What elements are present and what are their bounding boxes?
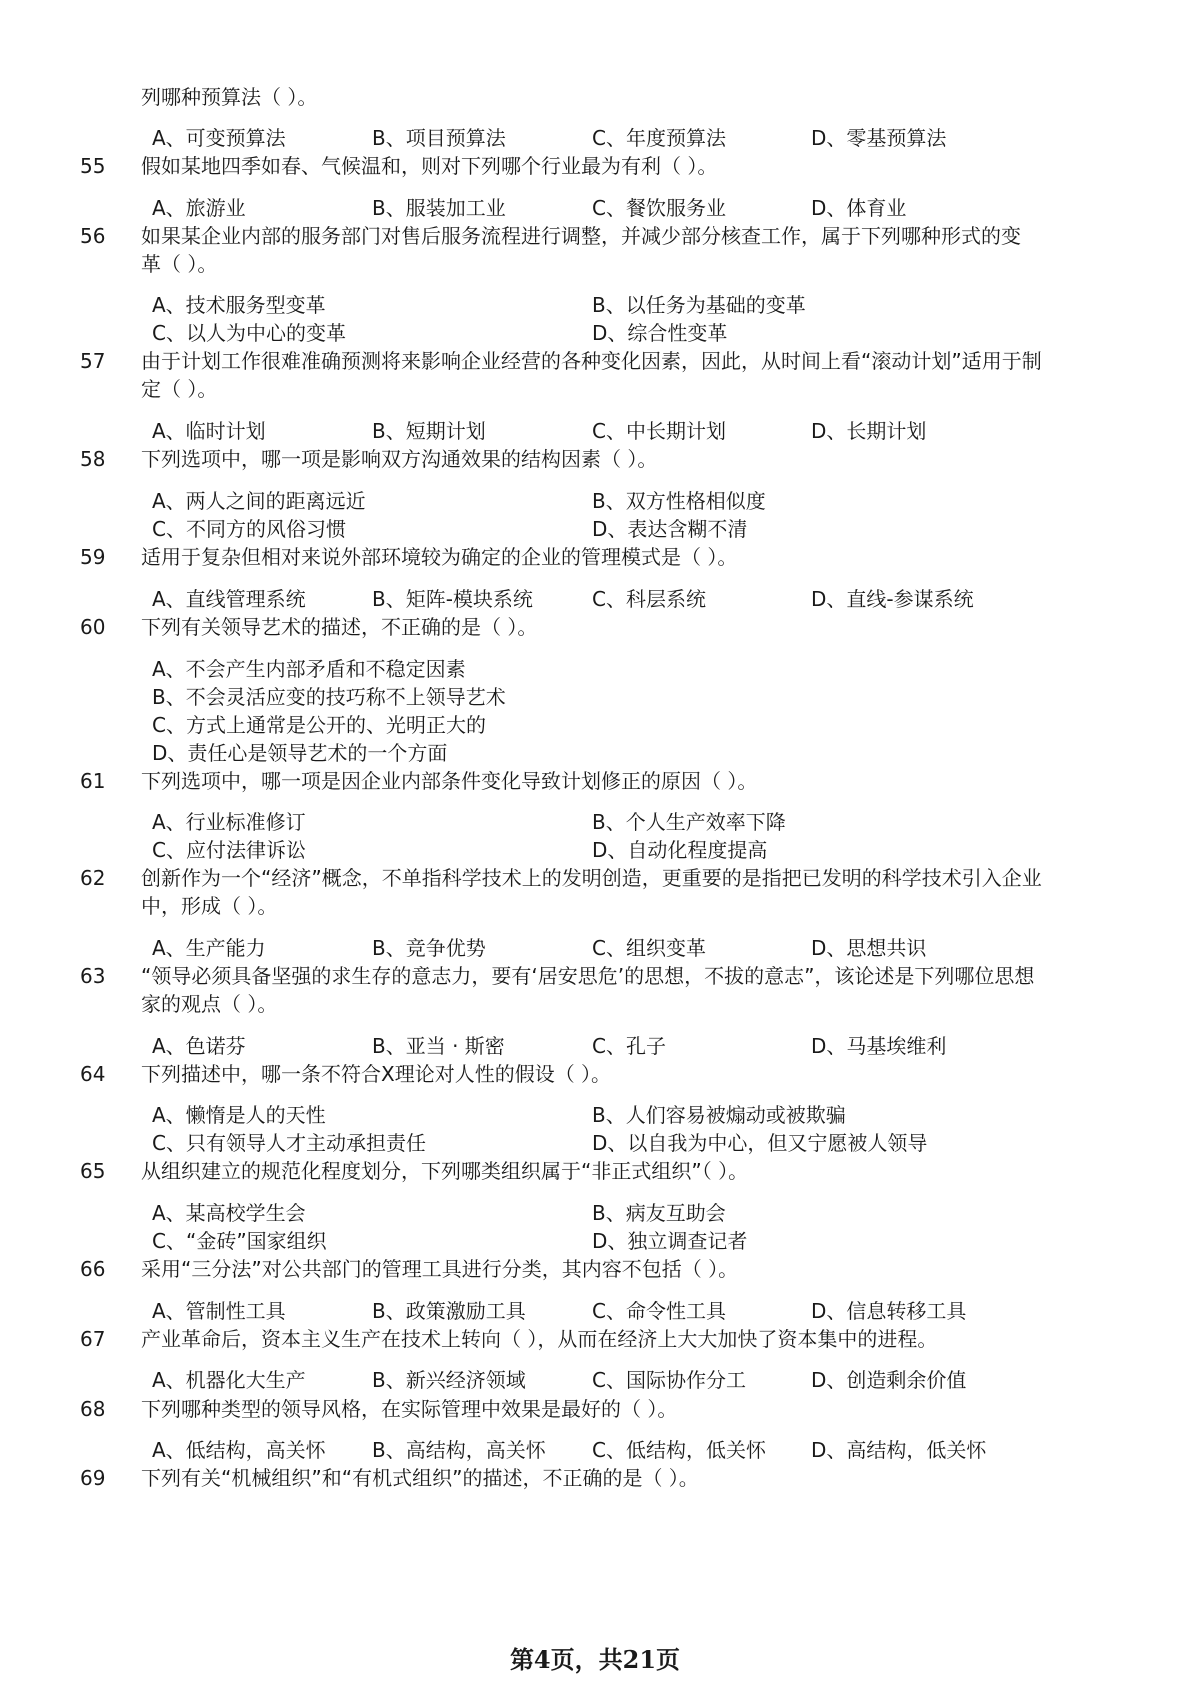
question-number: 63	[80, 964, 106, 988]
option-a: A、某高校学生会	[152, 1201, 306, 1225]
option-b: B、矩阵-模块系统	[372, 587, 533, 611]
question-stem-line: 适用于复杂但相对来说外部环境较为确定的企业的管理模式是（ ）。	[141, 545, 738, 569]
option-c: C、不同方的风俗习惯	[152, 517, 346, 541]
option-c: C、餐饮服务业	[592, 196, 726, 220]
option-c: C、国际协作分工	[592, 1368, 746, 1392]
question-stem-line: 产业革命后，资本主义生产在技术上转向（ ），从而在经济上大大加快了资本集中的进程。	[141, 1327, 938, 1351]
question-number: 60	[80, 615, 106, 639]
option-d: D、高结构，低关怀	[811, 1438, 987, 1462]
option-b: B、病友互助会	[592, 1201, 726, 1225]
question-number: 57	[80, 349, 106, 373]
question-number: 66	[80, 1257, 106, 1281]
option-d: D、综合性变革	[592, 321, 728, 345]
question-stem-line: 下列有关领导艺术的描述，不正确的是（ ）。	[141, 615, 538, 639]
option-c: C、方式上通常是公开的、光明正大的	[152, 713, 486, 737]
option-d: D、零基预算法	[811, 126, 947, 150]
question-stem-line: 采用“三分法”对公共部门的管理工具进行分类，其内容不包括（ ）。	[141, 1257, 739, 1281]
option-a: A、旅游业	[152, 196, 246, 220]
option-a: A、色诺芬	[152, 1034, 246, 1058]
option-d: D、表达含糊不清	[592, 517, 748, 541]
option-c: C、年度预算法	[592, 126, 726, 150]
option-c: C、组织变革	[592, 936, 706, 960]
option-a: A、生产能力	[152, 936, 266, 960]
question-stem-line: 下列有关“机械组织”和“有机式组织”的描述，不正确的是（ ）。	[141, 1466, 699, 1490]
option-b: B、政策激励工具	[372, 1299, 526, 1323]
option-d: D、马基埃维利	[811, 1034, 947, 1058]
option-c: C、低结构，低关怀	[592, 1438, 766, 1462]
question-stem-line: 下列描述中，哪一条不符合X理论对人性的假设（ ）。	[141, 1062, 612, 1086]
question-number: 56	[80, 224, 106, 248]
option-a: A、可变预算法	[152, 126, 286, 150]
page-footer: 第4页，共21页	[509, 1645, 681, 1674]
question-stem-line: 如果某企业内部的服务部门对售后服务流程进行调整，并减少部分核查工作，属于下列哪种形式的变	[141, 224, 1021, 248]
option-d: D、长期计划	[811, 419, 927, 443]
option-c: C、命令性工具	[592, 1299, 726, 1323]
question-number: 68	[80, 1397, 106, 1421]
option-b: B、人们容易被煽动或被欺骗	[592, 1103, 846, 1127]
question-number: 58	[80, 447, 106, 471]
question-stem-line: 下列哪种类型的领导风格，在实际管理中效果是最好的（ ）。	[141, 1397, 678, 1421]
question-stem-line: 由于计划工作很难准确预测将来影响企业经营的各种变化因素，因此，从时间上看“滚动计划”适用于制	[141, 349, 1042, 373]
option-c: C、只有领导人才主动承担责任	[152, 1131, 426, 1155]
option-c: C、科层系统	[592, 587, 706, 611]
question-stem-line: 下列选项中，哪一项是因企业内部条件变化导致计划修正的原因（ ）。	[141, 769, 758, 793]
question-stem-line: 定（ ）。	[141, 377, 218, 401]
question-number: 62	[80, 866, 106, 890]
question-stem-line: “领导必须具备坚强的求生存的意志力，要有‘居安思危’的思想，不拔的意志”，该论述是下列哪位思想	[141, 964, 1035, 988]
option-d: D、信息转移工具	[811, 1299, 967, 1323]
option-b: B、高结构，高关怀	[372, 1438, 546, 1462]
option-c: C、以人为中心的变革	[152, 321, 346, 345]
option-c: C、孔子	[592, 1034, 666, 1058]
option-b: B、项目预算法	[372, 126, 506, 150]
option-a: A、不会产生内部矛盾和不稳定因素	[152, 657, 466, 681]
option-d: D、直线-参谋系统	[811, 587, 974, 611]
option-c: C、中长期计划	[592, 419, 726, 443]
option-c: C、“金砖”国家组织	[152, 1229, 327, 1253]
question-stem-line: 革（ ）。	[141, 252, 218, 276]
question-number: 67	[80, 1327, 106, 1351]
question-stem-line: 下列选项中，哪一项是影响双方沟通效果的结构因素（ ）。	[141, 447, 658, 471]
option-a: A、临时计划	[152, 419, 266, 443]
question-stem-line: 列哪种预算法（ ）。	[141, 85, 318, 109]
option-c: C、应付法律诉讼	[152, 838, 306, 862]
option-a: A、两人之间的距离远近	[152, 489, 366, 513]
question-number: 69	[80, 1466, 106, 1490]
question-number: 64	[80, 1062, 106, 1086]
question-number: 65	[80, 1159, 106, 1183]
question-stem-line: 家的观点（ ）。	[141, 992, 278, 1016]
option-d: D、以自我为中心，但又宁愿被人领导	[592, 1131, 928, 1155]
option-d: D、思想共识	[811, 936, 927, 960]
question-number: 59	[80, 545, 106, 569]
option-b: B、个人生产效率下降	[592, 810, 786, 834]
option-d: D、责任心是领导艺术的一个方面	[152, 741, 448, 765]
option-d: D、创造剩余价值	[811, 1368, 967, 1392]
option-b: B、双方性格相似度	[592, 489, 766, 513]
option-b: B、竞争优势	[372, 936, 486, 960]
option-a: A、管制性工具	[152, 1299, 286, 1323]
question-stem-line: 创新作为一个“经济”概念，不单指科学技术上的发明创造，更重要的是指把已发明的科学技术引入企业	[141, 866, 1042, 890]
option-d: D、体育业	[811, 196, 907, 220]
question-number: 55	[80, 154, 106, 178]
question-stem-line: 从组织建立的规范化程度划分，下列哪类组织属于“非正式组织”（ ）。	[141, 1159, 749, 1183]
question-number: 61	[80, 769, 106, 793]
option-a: A、直线管理系统	[152, 587, 306, 611]
option-b: B、以任务为基础的变革	[592, 293, 806, 317]
option-b: B、短期计划	[372, 419, 486, 443]
question-stem-line: 中，形成（ ）。	[141, 894, 278, 918]
option-b: B、新兴经济领域	[372, 1368, 526, 1392]
option-a: A、低结构，高关怀	[152, 1438, 326, 1462]
option-d: D、独立调查记者	[592, 1229, 748, 1253]
option-b: B、不会灵活应变的技巧称不上领导艺术	[152, 685, 506, 709]
option-d: D、自动化程度提高	[592, 838, 768, 862]
option-b: B、亚当 · 斯密	[372, 1034, 505, 1058]
option-a: A、懒惰是人的天性	[152, 1103, 326, 1127]
option-b: B、服装加工业	[372, 196, 506, 220]
option-a: A、行业标准修订	[152, 810, 306, 834]
question-stem-line: 假如某地四季如春、气候温和，则对下列哪个行业最为有利（ ）。	[141, 154, 718, 178]
option-a: A、技术服务型变革	[152, 293, 326, 317]
option-a: A、机器化大生产	[152, 1368, 306, 1392]
